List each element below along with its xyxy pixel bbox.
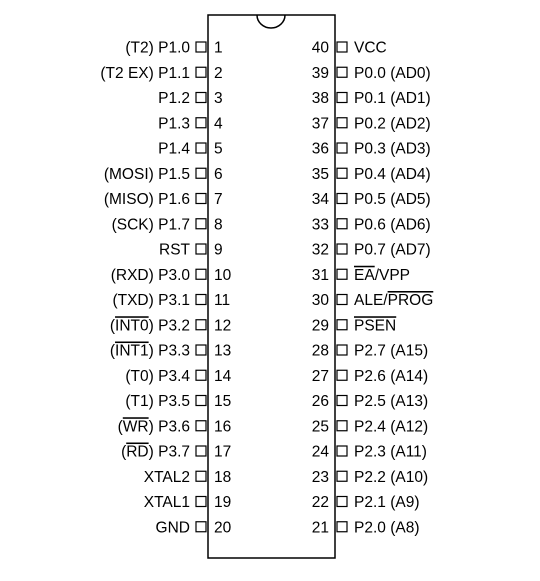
- pin-name: P0.4: [354, 165, 386, 183]
- pin-name: GND: [155, 519, 190, 537]
- pin-label: [125, 368, 190, 385]
- pin-label: [354, 292, 433, 309]
- pin-number: 36: [311, 140, 329, 158]
- pin-13: [110, 343, 231, 360]
- pin-name: P2.7: [354, 342, 386, 360]
- pin-label: [144, 494, 190, 511]
- pin-alt-function: (AD4): [390, 165, 431, 183]
- pin-number: 8: [214, 216, 223, 234]
- pin-number: 12: [214, 317, 232, 335]
- pin-box: [196, 471, 206, 481]
- pin-alt-function: (AD7): [390, 241, 431, 259]
- pin-2: [100, 65, 222, 82]
- pin-box: [337, 143, 347, 153]
- pin-number: 7: [214, 191, 223, 208]
- pin-number: 13: [214, 342, 232, 360]
- pin-name: XTAL2: [143, 468, 190, 486]
- pin-name: P1.4: [158, 140, 190, 158]
- pin-name: ALE/: [354, 292, 388, 309]
- pin-label: [110, 317, 190, 334]
- pin-name: P0.0: [354, 64, 386, 82]
- pin-number: 15: [214, 393, 232, 410]
- pin-alt-function: (T2): [125, 39, 154, 57]
- pin-number: 2: [214, 64, 223, 82]
- pin-number: 35: [311, 165, 329, 183]
- pin-alt-function: (A12): [390, 418, 429, 436]
- pin-alt-function: (SCK): [111, 216, 154, 234]
- pin-box: [196, 497, 206, 507]
- pin-label: [354, 191, 431, 208]
- pin-label: [104, 166, 190, 183]
- pin-box: [196, 93, 206, 103]
- pin-box: [196, 143, 206, 153]
- pin-label: [158, 141, 190, 158]
- pin-number: 9: [214, 241, 223, 259]
- paren-close: ): [148, 443, 154, 461]
- pin-name: P0.2: [354, 115, 386, 133]
- pin-label: [158, 115, 190, 132]
- pin-box: [196, 446, 206, 456]
- pin-name: VCC: [354, 39, 387, 57]
- paren-close: ): [148, 342, 154, 360]
- pin-label: [354, 519, 420, 536]
- pin-box: [337, 93, 347, 103]
- pin-number: 39: [311, 64, 329, 82]
- pin-label: [100, 65, 190, 82]
- pin-number: 19: [214, 494, 232, 511]
- pin-box: [196, 320, 206, 330]
- pin-alt-function: RD: [126, 443, 149, 461]
- pin-name: P2.5: [354, 393, 386, 410]
- pin-box: [196, 522, 206, 532]
- pin-number: 11: [214, 292, 231, 309]
- pin-box: [196, 269, 206, 279]
- pin-name: P1.5: [158, 165, 190, 183]
- pin-box: [196, 295, 206, 305]
- pin-number: 37: [311, 115, 329, 133]
- pin-4: [158, 115, 223, 132]
- pin-box: [196, 219, 206, 229]
- pin-name: EA: [354, 266, 375, 284]
- pin-21: [312, 519, 420, 536]
- pin-31: [312, 267, 410, 284]
- pin-number: 22: [311, 494, 329, 511]
- pin-label: [354, 418, 428, 435]
- pin-alt-function: (AD2): [390, 115, 431, 133]
- pin-name: P1.7: [158, 216, 190, 234]
- pin-alt-function: (T2 EX): [100, 64, 154, 82]
- pin-label: [354, 368, 428, 385]
- pin-22: [312, 494, 420, 511]
- pin-name: P2.6: [354, 367, 386, 385]
- pin-box: [337, 522, 347, 532]
- pin-number: 5: [214, 140, 223, 158]
- pin-name: P3.6: [158, 418, 190, 436]
- pin-box: [337, 118, 347, 128]
- pin-label: [354, 343, 428, 360]
- pin-label: [125, 393, 190, 410]
- pin-number: 28: [311, 342, 329, 360]
- pin-alt-function: (A14): [390, 367, 429, 385]
- pin-box: [196, 421, 206, 431]
- pin-label: [158, 90, 190, 107]
- pin-alt-function: (A15): [390, 342, 429, 360]
- pin-name: P1.1: [158, 64, 190, 82]
- pin-label: [111, 267, 191, 284]
- pin-alt-function: (AD1): [390, 90, 431, 107]
- pin-alt-function: (AD6): [390, 216, 431, 234]
- pin-alt-function: (RXD): [110, 266, 154, 284]
- pin-29: [312, 317, 396, 334]
- paren-open: (: [109, 317, 116, 335]
- pin-number: 18: [214, 468, 232, 486]
- pin-label: [104, 191, 190, 208]
- pin-number: 4: [214, 115, 223, 133]
- pin-box: [337, 345, 347, 355]
- pin-alt-function: PROG: [387, 292, 434, 309]
- pin-box: [196, 370, 206, 380]
- pin-name: P3.1: [158, 292, 190, 309]
- pin-label: [354, 242, 431, 259]
- pin-box: [196, 42, 206, 52]
- pin-alt-function: INT0: [115, 317, 149, 335]
- pin-8: [112, 216, 223, 233]
- pin-label: [354, 166, 431, 183]
- pin-17: [121, 444, 231, 461]
- pin-label: [354, 444, 427, 461]
- pin-name: P1.2: [158, 90, 190, 107]
- pin-number: 20: [214, 519, 232, 537]
- pin-number: 6: [214, 165, 223, 183]
- pin-number: 27: [311, 367, 329, 385]
- pin-alt-function: (MISO): [103, 191, 154, 208]
- pin-label: [354, 141, 431, 158]
- pin-number: 23: [311, 468, 329, 486]
- pin-label: [354, 494, 420, 511]
- pin-box: [337, 320, 347, 330]
- pin-box: [337, 295, 347, 305]
- pin-box: [196, 67, 206, 77]
- pin-box: [337, 497, 347, 507]
- pin-box: [337, 168, 347, 178]
- pin-box: [337, 269, 347, 279]
- pin-15: [125, 393, 231, 410]
- pin-7: [104, 191, 223, 208]
- pin-alt-function: (AD5): [390, 191, 431, 208]
- paren-close: ): [148, 418, 154, 436]
- pin-number: 17: [214, 443, 232, 461]
- pin-alt-function: (MOSI): [103, 165, 154, 183]
- pin-box: [196, 194, 206, 204]
- pin-alt-function: (A10): [390, 468, 429, 486]
- pin-box: [337, 421, 347, 431]
- pin-name: P0.6: [354, 216, 386, 234]
- pin-number: 32: [311, 241, 329, 259]
- pin-alt-function: (AD0): [390, 64, 431, 82]
- pin-name: P3.5: [158, 393, 190, 410]
- pin-label: [354, 65, 431, 82]
- pin-number: 3: [214, 90, 223, 107]
- pin-number: 33: [311, 216, 329, 234]
- pin-label: [354, 90, 431, 107]
- pin-number: 31: [311, 266, 329, 284]
- pin-name: P3.0: [158, 266, 190, 284]
- pin-name: P0.1: [354, 90, 386, 107]
- pin-label: [112, 292, 190, 309]
- pin-alt-function: (T0): [125, 367, 154, 385]
- pin-box: [337, 244, 347, 254]
- pin-label: [354, 393, 428, 410]
- paren-open: (: [121, 443, 127, 461]
- pin-label: [112, 216, 190, 233]
- pin-label: [159, 242, 191, 259]
- pin-name: PSEN: [354, 317, 397, 335]
- pin-number: 14: [214, 367, 232, 385]
- pin-name: P3.7: [158, 443, 190, 461]
- pin-alt-function: (A8): [390, 519, 420, 537]
- pin-box: [196, 168, 206, 178]
- pin-number: 30: [311, 292, 329, 309]
- pin-name: P3.4: [158, 367, 190, 385]
- pin-number: 24: [311, 443, 329, 461]
- pin-label: [118, 418, 190, 435]
- pin-box: [337, 42, 347, 52]
- pin-alt-function: (AD3): [390, 140, 431, 158]
- pin-alt-function: (TXD): [112, 292, 154, 309]
- pin-number: 21: [311, 519, 329, 537]
- pin-name: P0.5: [354, 191, 386, 208]
- pin-name: P2.4: [354, 418, 386, 436]
- pin-label: [144, 469, 190, 486]
- paren-open: (: [109, 342, 116, 360]
- pin-number: 29: [311, 317, 329, 335]
- pin-number: 38: [311, 90, 329, 107]
- pin-alt-function: WR: [122, 418, 149, 436]
- pin-label: [354, 317, 396, 334]
- pin-label: [125, 40, 190, 57]
- pin-name: P2.3: [354, 443, 386, 461]
- pin-label: [354, 115, 431, 132]
- paren-open: (: [117, 418, 123, 436]
- pin-box: [196, 244, 206, 254]
- pin-box: [337, 194, 347, 204]
- pin-number: 10: [214, 266, 232, 284]
- pin-box: [196, 396, 206, 406]
- pin-18: [144, 469, 232, 486]
- pin-box: [337, 446, 347, 456]
- pin-number: 25: [311, 418, 329, 436]
- pin-name: P2.2: [354, 468, 386, 486]
- pin-box: [337, 471, 347, 481]
- pin-box: [337, 67, 347, 77]
- pin-label: [354, 216, 431, 233]
- pin-number: 34: [311, 191, 329, 208]
- pin-name: P2.0: [354, 519, 386, 537]
- pin-name: P0.3: [354, 140, 386, 158]
- pin-name: RST: [159, 241, 190, 259]
- pin-number: 1: [214, 39, 223, 57]
- pin-14: [125, 368, 231, 385]
- pin-name: P2.1: [354, 494, 386, 511]
- pin-10: [111, 267, 232, 284]
- pin-label: [354, 469, 428, 486]
- pin-label: [110, 343, 190, 360]
- pin-alt-function: (A11): [390, 443, 427, 461]
- pin-label: [354, 267, 410, 284]
- pin-alt-function: (A9): [390, 494, 420, 511]
- pin-20: [156, 519, 232, 536]
- pin-box: [337, 219, 347, 229]
- pin-box: [196, 345, 206, 355]
- pin-number: 16: [214, 418, 232, 436]
- pin-name: P1.6: [158, 191, 190, 208]
- pin-name: P3.3: [158, 342, 190, 360]
- pin-label: [354, 40, 387, 57]
- pin-number: 40: [311, 39, 329, 57]
- pin-number: 26: [311, 393, 329, 410]
- pin-name: P0.7: [354, 241, 386, 259]
- pin-12: [110, 317, 231, 334]
- pin-alt-function: /VPP: [374, 266, 411, 284]
- pin-alt-function: (T1): [125, 393, 154, 410]
- pin-name: P3.2: [158, 317, 190, 335]
- pin-6: [104, 166, 223, 183]
- pin-alt-function: INT1: [115, 342, 149, 360]
- pin-name: XTAL1: [143, 494, 190, 511]
- pin-16: [118, 418, 232, 435]
- pin-box: [196, 118, 206, 128]
- pin-box: [337, 396, 347, 406]
- pin-9: [159, 242, 223, 259]
- paren-close: ): [148, 317, 154, 335]
- pin-name: P1.0: [158, 39, 190, 57]
- pin-box: [337, 370, 347, 380]
- pin-label: [121, 444, 190, 461]
- pin-40: [312, 40, 387, 57]
- pin-19: [144, 494, 232, 511]
- pin-name: P1.3: [158, 115, 190, 133]
- pin-label: [156, 519, 190, 536]
- pin-alt-function: (A13): [390, 393, 429, 410]
